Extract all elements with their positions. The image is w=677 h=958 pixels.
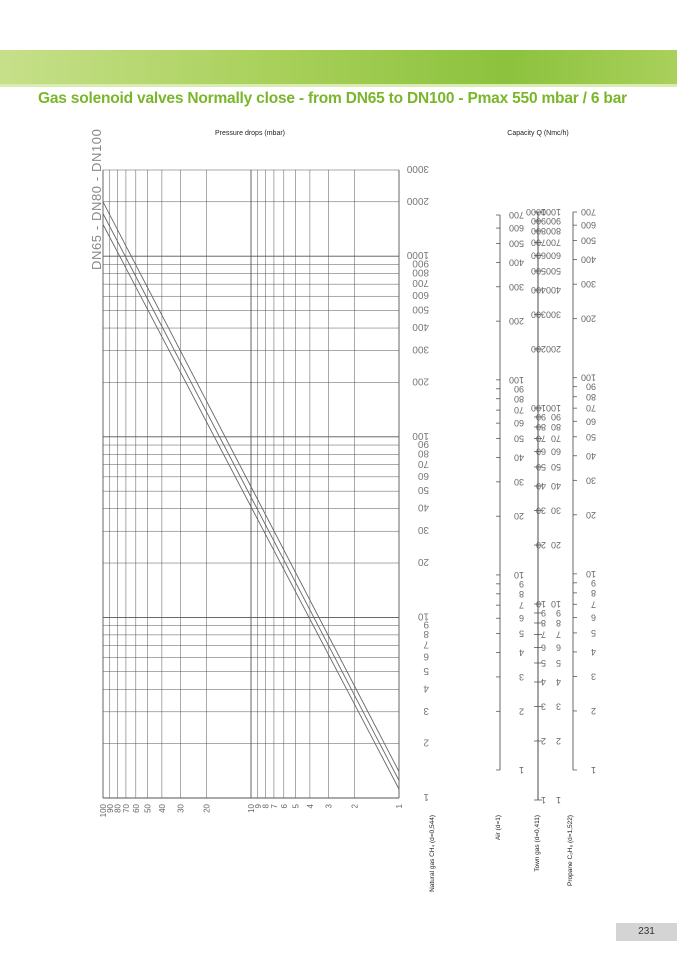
y-tick-label: 3 <box>423 704 429 716</box>
y-tick-label: 900 <box>412 257 429 269</box>
capacity-tick-label: 8 <box>540 617 546 628</box>
x-tick-label: 90 <box>105 804 115 813</box>
y-tick-label: 1 <box>423 791 429 802</box>
capacity-tick-label: 400 <box>530 284 546 295</box>
capacity-tick-label: 20 <box>513 511 524 522</box>
capacity-tick-label: 700 <box>530 237 546 248</box>
capacity-tick-label: 50 <box>550 462 561 473</box>
capacity-tick-label: 30 <box>585 475 596 486</box>
capacity-tick-label: 5 <box>555 658 561 669</box>
y-tick-label: 10 <box>417 610 429 622</box>
capacity-tick-label: 300 <box>530 309 546 320</box>
capacity-tick-label: 50 <box>513 433 524 444</box>
capacity-tick-label: 200 <box>545 343 561 354</box>
capacity-tick-label: 900 <box>530 215 546 226</box>
capacity-tick-label: 7 <box>518 600 524 611</box>
x-tick-label: 5 <box>291 804 301 809</box>
capacity-tick-label: 100 <box>508 374 524 385</box>
x-tick-label: 2 <box>350 804 360 809</box>
capacity-tick-label: 700 <box>508 210 524 220</box>
capacity-tick-label: 9 <box>518 578 524 589</box>
capacity-tick-label: 70 <box>513 405 524 416</box>
capacity-tick-label: 50 <box>585 431 596 442</box>
capacity-tick-label: 8 <box>555 617 561 628</box>
capacity-tick-label: 500 <box>580 235 596 246</box>
capacity-tick-label: 3 <box>518 671 524 682</box>
capacity-tick-label: 6 <box>540 642 546 653</box>
x-tick-label: 4 <box>305 804 315 809</box>
capacity-tick-label: 2 <box>555 735 561 746</box>
y-tick-label: 700 <box>412 277 429 289</box>
capacity-tick-label: 9 <box>540 607 546 618</box>
y-tick-label: 80 <box>417 447 429 459</box>
capacity-tick-label: 4 <box>555 676 561 687</box>
x-tick-label: 70 <box>121 804 131 813</box>
capacity-tick-label: 90 <box>535 411 546 422</box>
subtitle-capacity: Capacity Q (Nmc/h) <box>507 130 569 137</box>
capacity-tick-label: 20 <box>585 509 596 520</box>
y-tick-label: 7 <box>423 638 429 650</box>
y-tick-label: 90 <box>417 438 429 450</box>
x-tick-label: 40 <box>157 804 167 813</box>
y-tick-label: 8 <box>423 627 429 639</box>
page-title: Gas solenoid valves Normally close - from DN65 to DN100 - Pmax 550 mbar / 6 bar <box>38 90 627 107</box>
y-tick-label: 2 <box>423 736 429 748</box>
capacity-tick-label: 7 <box>590 599 596 610</box>
x-tick-label: 3 <box>324 804 334 809</box>
capacity-tick-label: 400 <box>508 257 524 268</box>
y-tick-label: 9 <box>423 618 429 630</box>
capacity-tick-label: 40 <box>513 452 524 463</box>
y-tick-label: 3000 <box>406 163 429 174</box>
series-label: DN65 - DN80 - DN100 <box>89 128 104 270</box>
x-tick-label: 10 <box>247 804 256 813</box>
capacity-tick-label: 3 <box>555 701 561 712</box>
capacity-tick-label: 5 <box>590 627 596 638</box>
y-tick-label: 200 <box>412 375 429 387</box>
y-tick-label: 6 <box>423 650 429 662</box>
y-tick-label: 60 <box>417 469 429 481</box>
capacity-tick-label: 4 <box>540 676 546 687</box>
capacity-tick-label: 2 <box>590 705 596 716</box>
capacity-tick-label: 30 <box>550 505 561 516</box>
capacity-tick-label: 1 <box>518 765 524 775</box>
subtitle-pressure-drops: Pressure drops (mbar) <box>214 130 286 137</box>
capacity-tick-label: 6 <box>555 642 561 653</box>
plot-area <box>89 129 429 818</box>
y-tick-label: 4 <box>423 682 429 694</box>
capacity-tick-label: 100 <box>580 372 596 383</box>
capacity-tick-label: 700 <box>580 207 596 217</box>
capacity-tick-label: 8 <box>590 587 596 598</box>
x-tick-label: 60 <box>131 804 141 813</box>
capacity-tick-label: 600 <box>545 250 561 261</box>
capacity-tick-label: 9 <box>555 607 561 618</box>
y-tick-label: 800 <box>412 266 429 278</box>
capacity-tick-label: 80 <box>535 421 546 432</box>
capacity-tick-label: 30 <box>535 505 546 516</box>
capacity-tick-label: 1 <box>540 795 546 805</box>
capacity-tick-label: 300 <box>545 309 561 320</box>
x-tick-label: 50 <box>143 804 153 813</box>
y-tick-label: 70 <box>417 457 429 469</box>
y-tick-label: 30 <box>417 524 429 536</box>
capacity-tick-label: 800 <box>530 225 546 236</box>
capacity-tick-label: 40 <box>535 480 546 491</box>
y-tick-label: 50 <box>417 484 429 496</box>
capacity-tick-label: 700 <box>545 237 561 248</box>
x-tick-label: 1 <box>395 804 404 809</box>
capacity-tick-label: 200 <box>508 316 524 327</box>
capacity-tick-label: 40 <box>585 450 596 461</box>
x-tick-label: 9 <box>253 804 263 809</box>
y-tick-label: 300 <box>412 343 429 355</box>
capacity-tick-label: 400 <box>580 254 596 265</box>
capacity-tick-label: 600 <box>580 220 596 231</box>
y-tick-label: 2000 <box>406 194 429 206</box>
capacity-tick-label: 600 <box>508 223 524 234</box>
capacity-scale-label: Natural gas CH₄ (d=0,544) <box>429 815 436 892</box>
y-tick-label: 500 <box>412 303 429 315</box>
capacity-tick-label: 3 <box>540 701 546 712</box>
capacity-scales <box>429 207 596 892</box>
capacity-tick-label: 2 <box>518 706 524 717</box>
capacity-tick-label: 6 <box>518 613 524 624</box>
capacity-tick-label: 20 <box>550 539 561 550</box>
capacity-tick-label: 60 <box>585 416 596 427</box>
capacity-tick-label: 60 <box>535 446 546 457</box>
header-banner <box>0 50 677 84</box>
x-tick-label: 80 <box>113 804 123 813</box>
x-tick-label: 30 <box>176 804 186 813</box>
capacity-tick-label: 500 <box>545 266 561 277</box>
y-tick-label: 100 <box>412 429 429 441</box>
y-tick-label: 1000 <box>406 249 429 261</box>
x-tick-label: 6 <box>279 804 289 809</box>
capacity-tick-label: 40 <box>550 480 561 491</box>
capacity-tick-label: 10 <box>535 599 546 609</box>
capacity-tick-label: 70 <box>585 403 596 414</box>
x-tick-label: 100 <box>99 804 108 818</box>
capacity-tick-label: 50 <box>535 462 546 473</box>
y-tick-label: 20 <box>417 556 429 568</box>
capacity-scale-label: Air (d=1) <box>495 815 502 841</box>
page-number: 231 <box>616 923 677 941</box>
x-tick-label: 7 <box>269 804 279 809</box>
y-tick-label: 5 <box>423 664 429 676</box>
y-tick-label: 600 <box>412 289 429 301</box>
capacity-tick-label: 900 <box>545 215 561 226</box>
capacity-tick-label: 7 <box>555 629 561 640</box>
capacity-tick-label: 5 <box>518 628 524 639</box>
capacity-tick-label: 500 <box>508 238 524 249</box>
capacity-tick-label: 600 <box>530 250 546 261</box>
capacity-tick-label: 60 <box>513 418 524 429</box>
capacity-tick-label: 500 <box>530 266 546 277</box>
capacity-tick-label: 20 <box>535 539 546 550</box>
capacity-tick-label: 200 <box>530 343 546 354</box>
capacity-tick-label: 5 <box>540 658 546 669</box>
capacity-tick-label: 70 <box>535 433 546 444</box>
pressure-drop-chart <box>0 120 677 920</box>
capacity-tick-label: 80 <box>585 391 596 402</box>
capacity-tick-label: 10 <box>585 568 596 579</box>
y-tick-label: 40 <box>417 501 429 513</box>
capacity-tick-label: 80 <box>550 421 561 432</box>
capacity-tick-label: 800 <box>545 225 561 236</box>
capacity-tick-label: 90 <box>550 411 561 422</box>
capacity-tick-label: 70 <box>550 433 561 444</box>
capacity-tick-label: 4 <box>518 647 524 658</box>
capacity-tick-label: 1000 <box>540 207 561 217</box>
capacity-tick-label: 90 <box>513 383 524 394</box>
y-tick-label: 400 <box>412 321 429 333</box>
capacity-tick-label: 3 <box>590 671 596 682</box>
capacity-tick-label: 1 <box>555 795 561 805</box>
capacity-tick-label: 6 <box>590 612 596 623</box>
capacity-tick-label: 200 <box>580 313 596 324</box>
capacity-tick-label: 300 <box>508 281 524 292</box>
capacity-tick-label: 10 <box>550 599 561 609</box>
x-tick-label: 8 <box>261 804 271 809</box>
capacity-tick-label: 4 <box>590 646 596 657</box>
capacity-tick-label: 400 <box>545 284 561 295</box>
capacity-tick-label: 80 <box>513 393 524 404</box>
capacity-scale-label: Town gas (d=0,411) <box>534 815 541 872</box>
x-tick-label: 20 <box>202 804 212 813</box>
capacity-tick-label: 9 <box>590 577 596 588</box>
capacity-tick-label: 90 <box>585 381 596 392</box>
capacity-tick-label: 10 <box>513 569 524 580</box>
capacity-tick-label: 300 <box>580 279 596 290</box>
capacity-tick-label: 30 <box>513 476 524 487</box>
header-banner-stripe <box>0 84 677 87</box>
capacity-tick-label: 60 <box>550 446 561 457</box>
capacity-tick-label: 2 <box>540 735 546 746</box>
capacity-tick-label: 100 <box>530 403 546 413</box>
capacity-tick-label: 1000 <box>525 207 546 217</box>
capacity-tick-label: 8 <box>518 588 524 599</box>
capacity-tick-label: 1 <box>590 765 596 775</box>
capacity-tick-label: 100 <box>545 403 561 413</box>
capacity-scale-label: Propane C₃H₈ (d=1,522) <box>567 815 574 886</box>
capacity-tick-label: 7 <box>540 629 546 640</box>
